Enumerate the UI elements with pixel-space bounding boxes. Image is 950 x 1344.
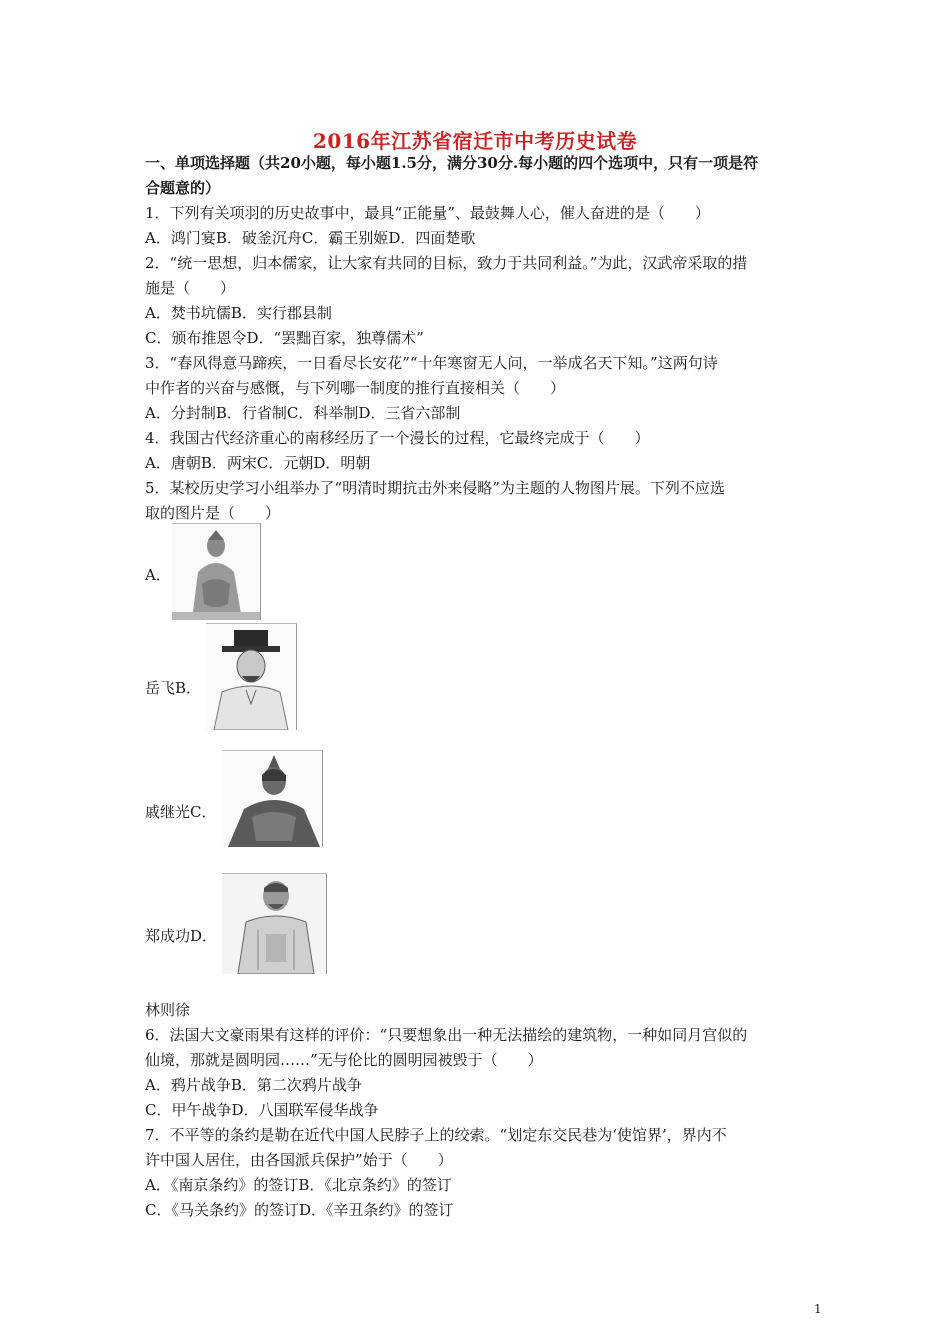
q5-label-a: A．	[145, 566, 171, 584]
portrait-a-figure	[172, 524, 260, 620]
section-heading-line2: 合题意的）	[145, 179, 221, 197]
page-number: 1	[814, 1302, 822, 1316]
portrait-d-figure	[222, 874, 326, 974]
q3-options: A．分封制B．行省制C．科举制D．三省六部制	[145, 404, 461, 422]
q5-label-c: 戚继光C．	[145, 803, 217, 821]
q2-options-line1: A．焚书坑儒B．实行郡县制	[145, 304, 332, 322]
section-heading-line1: 一、单项选择题（共20小题，每小题1.5分，满分30分.每小题的四个选项中，只有一项是符	[145, 154, 759, 172]
portrait-d-image	[222, 873, 327, 974]
q6-options-line1: A．鸦片战争B．第二次鸦片战争	[145, 1076, 362, 1094]
q4-options: A．唐朝B．两宋C．元朝D．明朝	[145, 454, 371, 472]
q5-stem-line2: 取的图片是（ ）	[145, 504, 281, 522]
portrait-b-figure	[206, 624, 296, 730]
q5-after-label: 林则徐	[145, 1001, 191, 1019]
q7-stem-line2: 许中国人居住，由各国派兵保护”始于（ ）	[145, 1151, 453, 1169]
page-title: 2016年江苏省宿迁市中考历史试卷	[312, 129, 638, 153]
q7-options-line2: C．《马关条约》的签订D．《辛丑条约》的签订	[145, 1201, 454, 1219]
portrait-b-image	[206, 623, 297, 730]
q7-options-line1: A．《南京条约》的签订B．《北京条约》的签订	[145, 1176, 452, 1194]
portrait-a-image	[172, 523, 261, 620]
q7-stem-line1: 7．不平等的条约是勒在近代中国人民脖子上的绞索。“划定东交民巷为‘使馆界’，界内不	[145, 1126, 727, 1144]
q2-stem-line1: 2．“统一思想，归本儒家，让大家有共同的目标，致力于共同利益。”为此，汉武帝采取的措	[145, 254, 748, 272]
q6-options-line2: C．甲午战争D．八国联军侵华战争	[145, 1101, 379, 1119]
q2-options-line2: C．颁布推恩令D．“罢黜百家，独尊儒术”	[145, 329, 424, 347]
q5-stem-line1: 5．某校历史学习小组举办了“明清时期抗击外来侵略”为主题的人物图片展。下列不应选	[145, 479, 725, 497]
q3-stem-line2: 中作者的兴奋与感慨，与下列哪一制度的推行直接相关（ ）	[145, 379, 566, 397]
q3-stem-line1: 3．“春风得意马蹄疾，一日看尽长安花”“十年寒窗无人问，一举成名天下知。”这两句诗	[145, 354, 718, 372]
q1-options: A．鸿门宴B．破釜沉舟C．霸王别姬D．四面楚歌	[145, 229, 476, 247]
q6-stem-line1: 6．法国大文豪雨果有这样的评价：“只要想象出一种无法描绘的建筑物，一种如同月宫似的	[145, 1026, 748, 1044]
q1-stem: 1．下列有关项羽的历史故事中，最具“正能量”、最鼓舞人心，催人奋进的是（ ）	[145, 204, 710, 222]
q5-label-b: 岳飞B．	[145, 679, 202, 697]
q2-stem-line2: 施是（ ）	[145, 279, 236, 297]
portrait-c-figure	[222, 751, 322, 847]
q4-stem: 4．我国古代经济重心的南移经历了一个漫长的过程，它最终完成于（ ）	[145, 429, 650, 447]
q5-label-d: 郑成功D．	[145, 927, 218, 945]
portrait-c-image	[222, 750, 323, 847]
q6-stem-line2: 仙境，那就是圆明园……”无与伦比的圆明园被毁于（ ）	[145, 1051, 543, 1069]
